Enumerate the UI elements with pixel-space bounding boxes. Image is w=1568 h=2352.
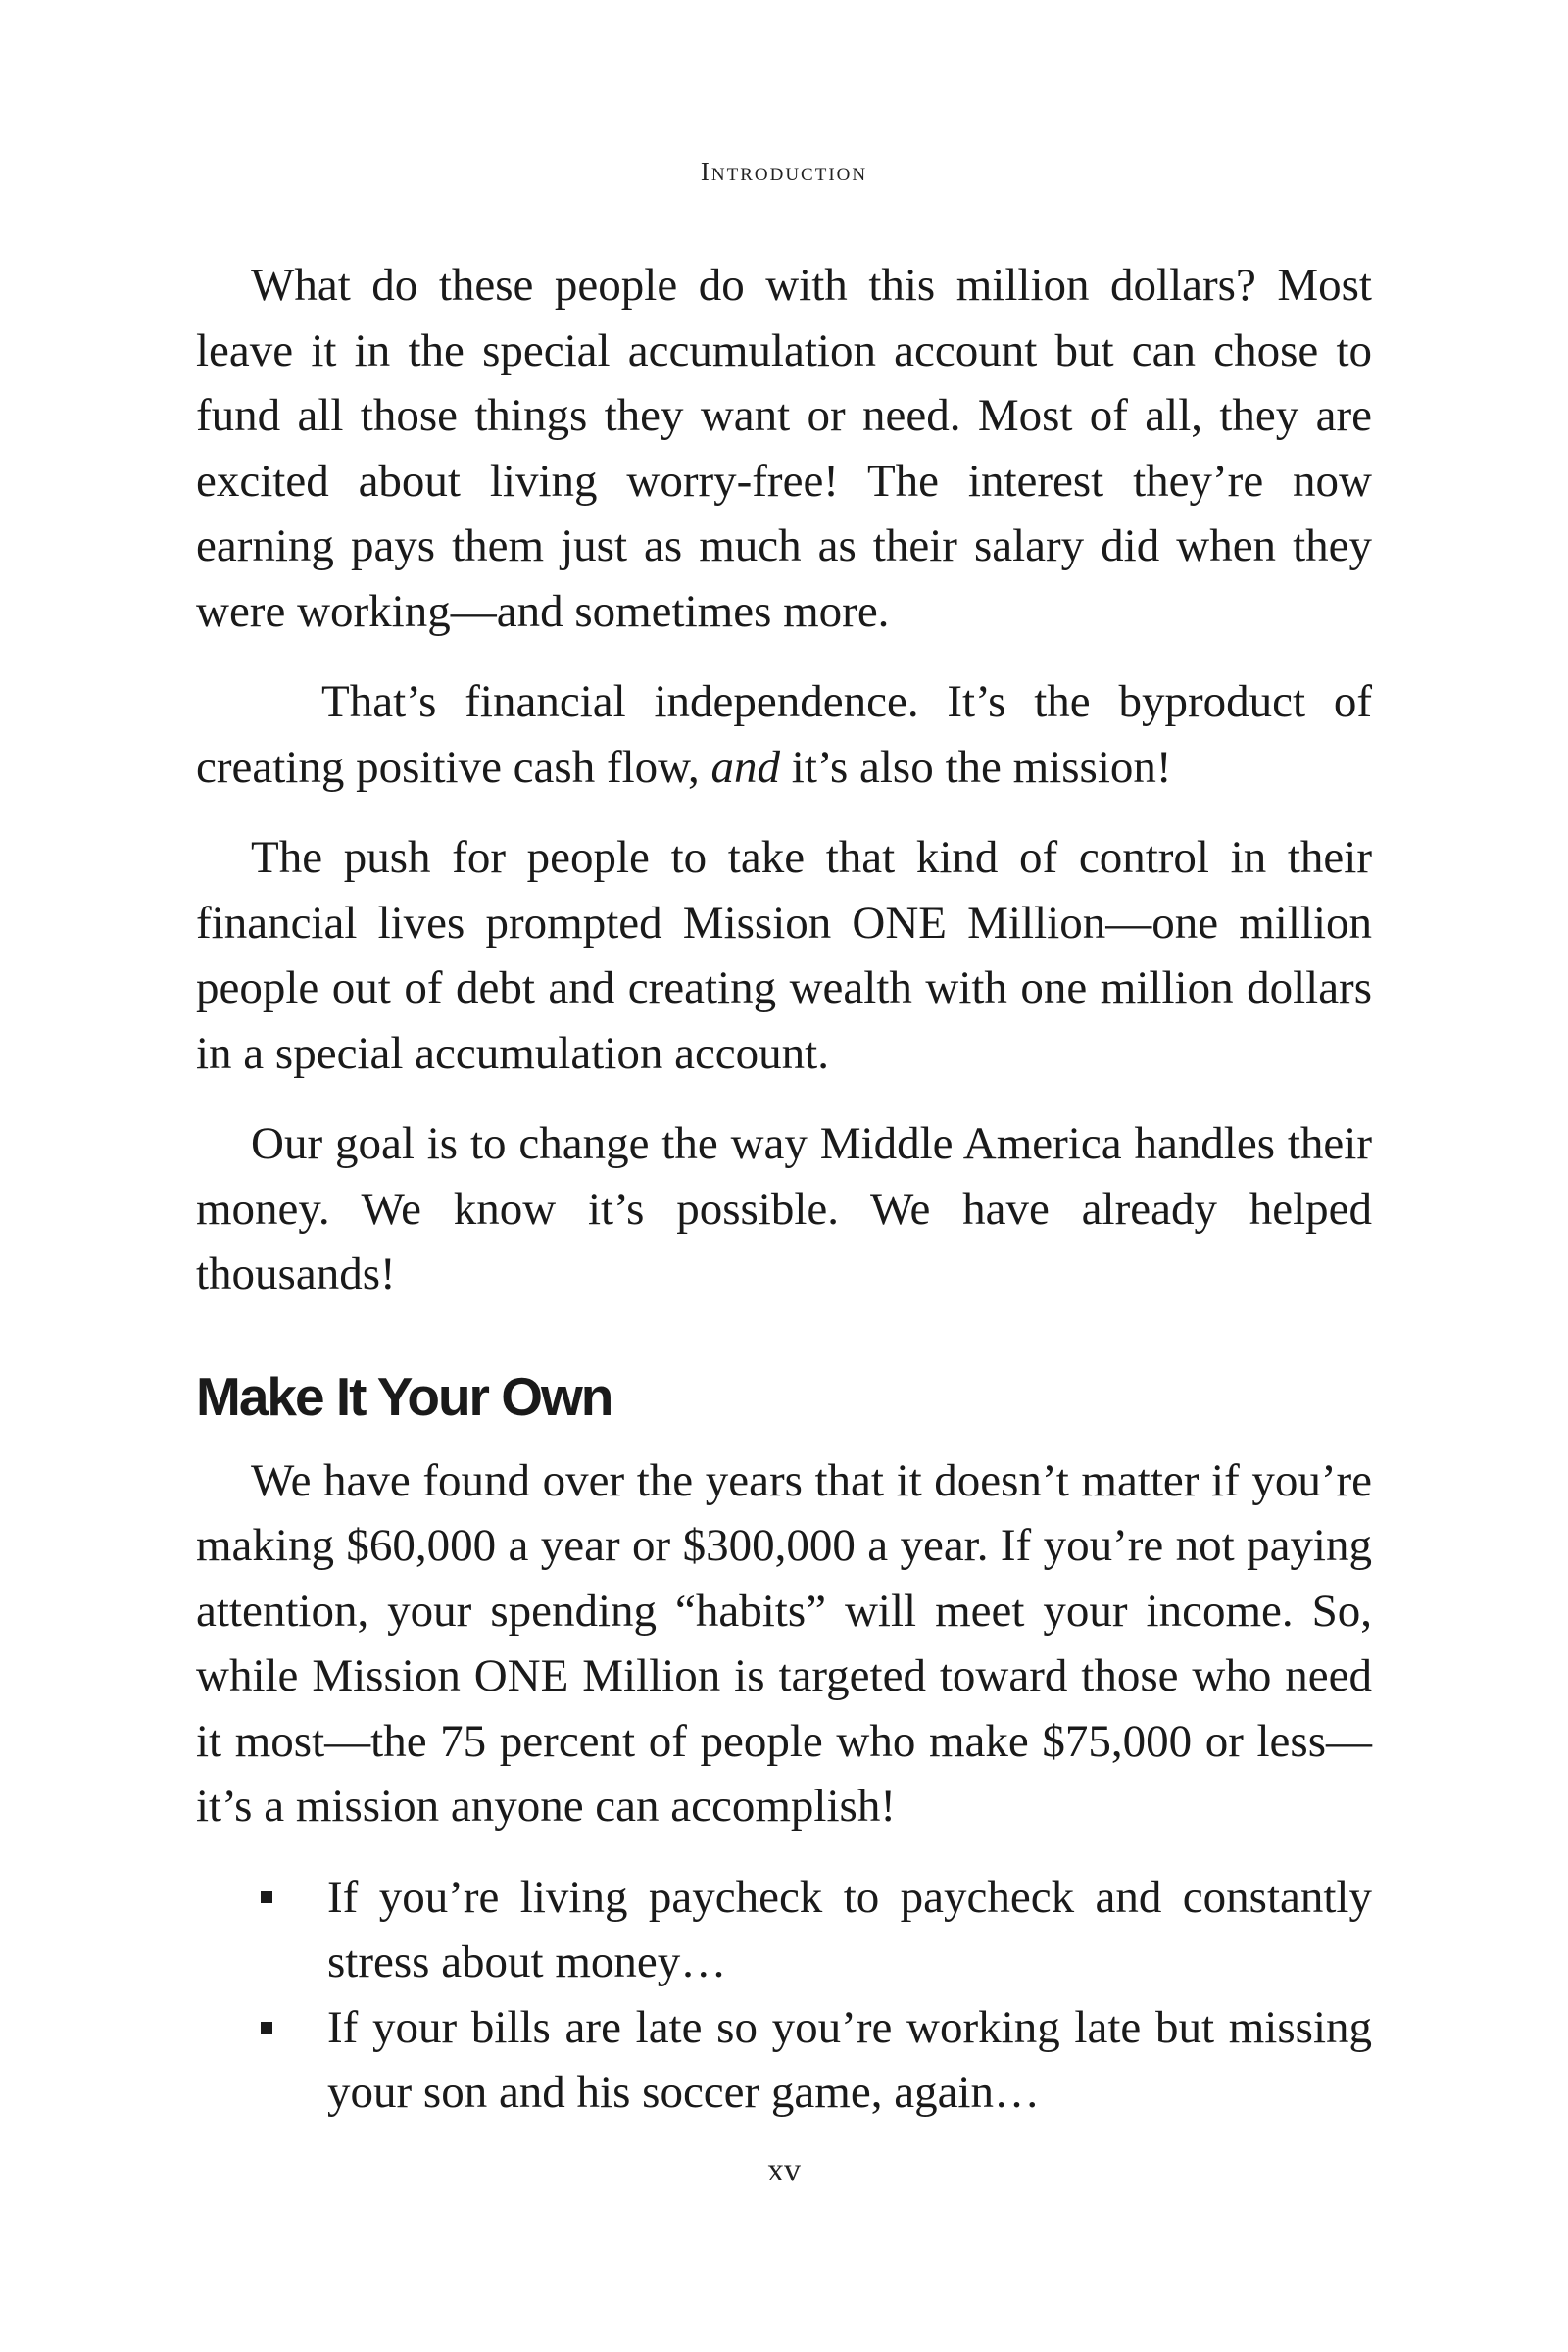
independence-text-after: it’s also the mission!: [780, 741, 1172, 793]
bullet-item: [196, 1865, 1372, 1995]
section-heading: Make It Your Own: [196, 1365, 612, 1427]
body-text: [196, 253, 1372, 2126]
paragraph-mission-one-million: The push for people to take that kind of control in their financial lives prompted Mission ONE Million—one million people out of debt and creating wealth with one million dollars in a special accumulation account.: [196, 832, 1372, 1079]
running-head: Introduction: [700, 157, 868, 186]
paragraph-financial-independence: [196, 669, 1372, 800]
square-bullet-icon: [261, 2022, 272, 2034]
bullet-text: If you’re living paycheck to paycheck and constantly stress about money…: [327, 1871, 1372, 1987]
bullet-text: If your bills are late so you’re working late but missing your son and his soccer game, again…: [327, 2001, 1372, 2118]
bullet-list: [196, 1865, 1372, 2126]
square-bullet-icon: [261, 1891, 272, 1903]
bullet-item: [196, 1995, 1372, 2126]
independence-text-before: That’s financial independence. It’s the byproduct of creating positive cash flow,: [196, 676, 1372, 793]
paragraph-make-it-your-own: We have found over the years that it doesn’t matter if you’re making $60,000 a year or $300,000 a year. If you’re not paying attention, your spending “habits” will meet your income. So, while Mission ONE Million is targeted toward those who need it most—the 75 percent of people who make $75,000 or less—it’s a mission anyone can accomplish!: [196, 1454, 1372, 1832]
independence-emphasis: and: [710, 741, 781, 793]
paragraph-our-goal: Our goal is to change the way Middle America handles their money. We know it’s possible. We have already helped thousands!: [196, 1118, 1372, 1299]
page-number: xv: [767, 2152, 801, 2188]
paragraph-million-dollars: What do these people do with this million dollars? Most leave it in the special accumulation account but can chose to fund all those things they want or need. Most of all, they are excited about living worry-free! The interest they’re now earning pays them just as much as their salary did when they were working—and sometimes more.: [196, 260, 1372, 637]
